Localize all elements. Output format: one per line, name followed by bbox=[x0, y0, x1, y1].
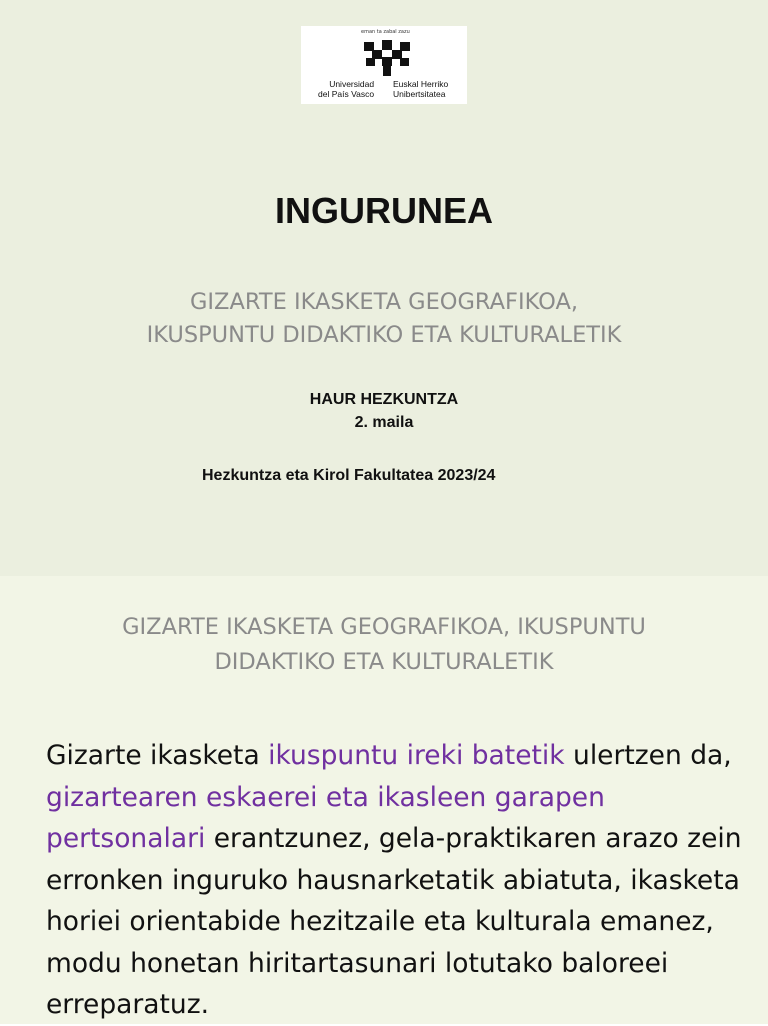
logo-text-spanish bbox=[318, 79, 374, 99]
university-logo bbox=[301, 26, 467, 104]
logo-basque-line1: Euskal Herriko bbox=[393, 79, 449, 89]
upv-ehu-tree-icon bbox=[360, 38, 416, 78]
logo-motto: eman ta zabal zazu bbox=[361, 29, 410, 35]
slide-2-title bbox=[0, 610, 768, 680]
slide-2-body bbox=[46, 735, 746, 1026]
logo-spanish-line2: del País Vasco bbox=[318, 89, 375, 99]
body-text-part-2: ulertzen da, bbox=[564, 740, 732, 771]
body-text-part-3: erantzunez, gela-praktikaren arazo zein erronken inguruko hausnarketatik abiatuta, ikasketa horiei orientabide hezitzaile eta kulturala emanez, modu honetan hiritartasunari lotutako baloreei erreparatuz. bbox=[46, 823, 742, 1020]
body-text-part-1: Gizarte ikasketa bbox=[46, 740, 269, 771]
subtitle-line-1: GIZARTE IKASKETA GEOGRAFIKOA, bbox=[189, 289, 579, 315]
body-highlight-1: ikuspuntu ireki batetik bbox=[268, 740, 565, 771]
subtitle-line-2: IKUSPUNTU DIDAKTIKO ETA KULTURALETIK bbox=[146, 322, 622, 348]
logo-basque-line2: Unibertsitatea bbox=[393, 89, 446, 99]
slide-title: INGURUNEA bbox=[274, 190, 493, 231]
body-highlight-2: gizartearen eskaerei eta ikasleen garapen pertsonalari bbox=[46, 781, 605, 854]
logo-text-basque bbox=[393, 79, 448, 99]
slide-2-title-line-2: DIDAKTIKO ETA KULTURALETIK bbox=[214, 649, 554, 675]
faculty-year: Hezkuntza eta Kirol Fakultatea 2023/24 bbox=[202, 467, 496, 484]
logo-spanish-line1: Universidad bbox=[329, 79, 375, 89]
course-level: 2. maila bbox=[354, 414, 414, 431]
slide-2-title-line-1: GIZARTE IKASKETA GEOGRAFIKOA, IKUSPUNTU bbox=[122, 614, 646, 640]
slide-subtitle bbox=[0, 286, 768, 352]
program-name: HAUR HEZKUNTZA bbox=[309, 391, 459, 408]
